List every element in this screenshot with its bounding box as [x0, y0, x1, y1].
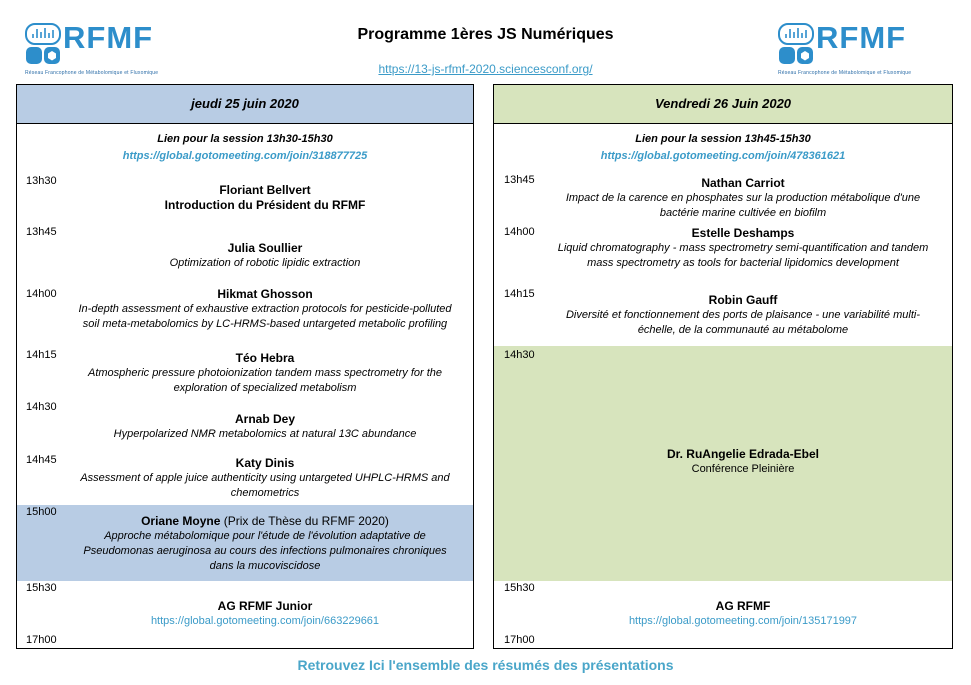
plenary-entry: [550, 447, 936, 477]
talk-time: 13h30: [26, 175, 57, 187]
day2-session-link[interactable]: https://global.gotomeeting.com/join/478361621: [600, 150, 846, 162]
logo-wordmark: RFMF: [816, 20, 907, 55]
end-time: 17h00: [26, 634, 57, 646]
ag-time: 15h30: [504, 582, 535, 594]
talk-entry: [550, 226, 936, 271]
talk-time: 15h00: [26, 506, 57, 518]
talk-entry: [73, 287, 457, 332]
talk-entry: [73, 514, 457, 574]
talk-time: 14h15: [504, 288, 535, 300]
talk-title: Optimization of robotic lipidic extraction: [169, 257, 361, 269]
abstracts-link[interactable]: Retrouvez Ici l'ensemble des résumés des présentations: [297, 657, 674, 673]
talk-title: Introduction du Président du RFMF: [164, 198, 366, 212]
talk-speaker: Hikmat Ghosson: [217, 287, 313, 301]
ag-entry: [73, 599, 457, 629]
logo-wordmark: RFMF: [63, 20, 154, 55]
day1-column: [16, 84, 474, 649]
logo-subtitle: Réseau Francophone de Métabolomique et Fluxomique: [778, 70, 912, 76]
talk-entry: [73, 241, 457, 271]
talk-entry: [550, 293, 936, 338]
day2-session-label: Lien pour la session 13h45-15h30: [635, 133, 811, 145]
ag-time: 15h30: [26, 582, 57, 594]
talk-time: 14h00: [504, 226, 535, 238]
talk-title: Approche métabolomique pour l'étude de l'évolution adaptative de Pseudomonas aeruginosa au cours des infections pulmonaires chroniques dans la mucoviscidose: [83, 530, 447, 572]
talk-title: Diversité et fonctionnement des ports de plaisance - une variabilité multi-échelle, de la communauté au métabolome: [565, 309, 920, 336]
ag-label: AG RFMF Junior: [217, 599, 313, 613]
end-time: 17h00: [504, 634, 535, 646]
talk-title: Liquid chromatography - mass spectrometry semi-quantification and tandem mass spectrometry as tools for bacterial lipidomics development: [557, 242, 929, 269]
talk-speaker: [73, 514, 457, 529]
plenary-title: Conférence Pleinière: [691, 463, 795, 475]
day2-column: [493, 84, 953, 649]
talk-entry: [73, 351, 457, 396]
talk-title: Impact de la carence en phosphates sur la production métabolique d'une bactérie marine cultivée en biofilm: [565, 192, 921, 219]
page-title: Programme 1ères JS Numériques: [357, 26, 614, 43]
ag-link[interactable]: https://global.gotomeeting.com/join/663229661: [150, 615, 380, 627]
plenary-speaker: Dr. RuAngelie Edrada-Ebel: [666, 447, 820, 461]
talk-speaker: Arnab Dey: [234, 412, 296, 426]
day1-header: jeudi 25 juin 2020: [17, 85, 473, 124]
ag-entry: [550, 599, 936, 629]
talk-speaker: Robin Gauff: [708, 293, 778, 307]
talk-speaker: Floriant Bellvert: [219, 183, 311, 197]
talk-entry: [73, 183, 457, 213]
talk-entry: [73, 412, 457, 442]
talk-entry: [73, 456, 457, 501]
talk-time: 14h15: [26, 349, 57, 361]
talk-speaker: Nathan Carriot: [701, 176, 785, 190]
plenary-time: 14h30: [504, 349, 535, 361]
speaker-name: Oriane Moyne: [141, 514, 221, 528]
talk-time: 13h45: [504, 174, 535, 186]
ag-link[interactable]: https://global.gotomeeting.com/join/135171997: [628, 615, 858, 627]
day1-session-link[interactable]: https://global.gotomeeting.com/join/318877725: [122, 150, 368, 162]
conference-url-link[interactable]: https://13-js-rfmf-2020.sciencesconf.org/: [378, 62, 593, 76]
talk-speaker: Estelle Deshamps: [691, 226, 795, 240]
talk-speaker: Téo Hebra: [235, 351, 295, 365]
talk-time: 14h30: [26, 401, 57, 413]
talk-title: Hyperpolarized NMR metabolomics at natural 13C abundance: [113, 428, 417, 440]
ag-label: AG RFMF: [715, 599, 771, 613]
talk-time: 14h45: [26, 454, 57, 466]
talk-time: 13h45: [26, 226, 57, 238]
logo-subtitle: Réseau Francophone de Métabolomique et Fluxomique: [25, 70, 159, 76]
talk-speaker: Katy Dinis: [235, 456, 295, 470]
talk-title: Assessment of apple juice authenticity using untargeted UHPLC-HRMS and chemometrics: [80, 472, 450, 499]
talk-speaker: Julia Soullier: [227, 241, 303, 255]
talk-title: In-depth assessment of exhaustive extraction protocols for pesticide-polluted soil meta-metabolomics by LC-HRMS-based untargeted metabolic profiling: [78, 303, 452, 330]
talk-entry: [550, 176, 936, 221]
day1-session-label: Lien pour la session 13h30-15h30: [157, 133, 333, 145]
talk-title: Atmospheric pressure photoionization tandem mass spectrometry for the exploration of specialized metabolism: [88, 367, 442, 394]
speaker-note: (Prix de Thèse du RFMF 2020): [220, 514, 389, 528]
talk-time: 14h00: [26, 288, 57, 300]
day2-header: Vendredi 26 Juin 2020: [494, 85, 952, 124]
